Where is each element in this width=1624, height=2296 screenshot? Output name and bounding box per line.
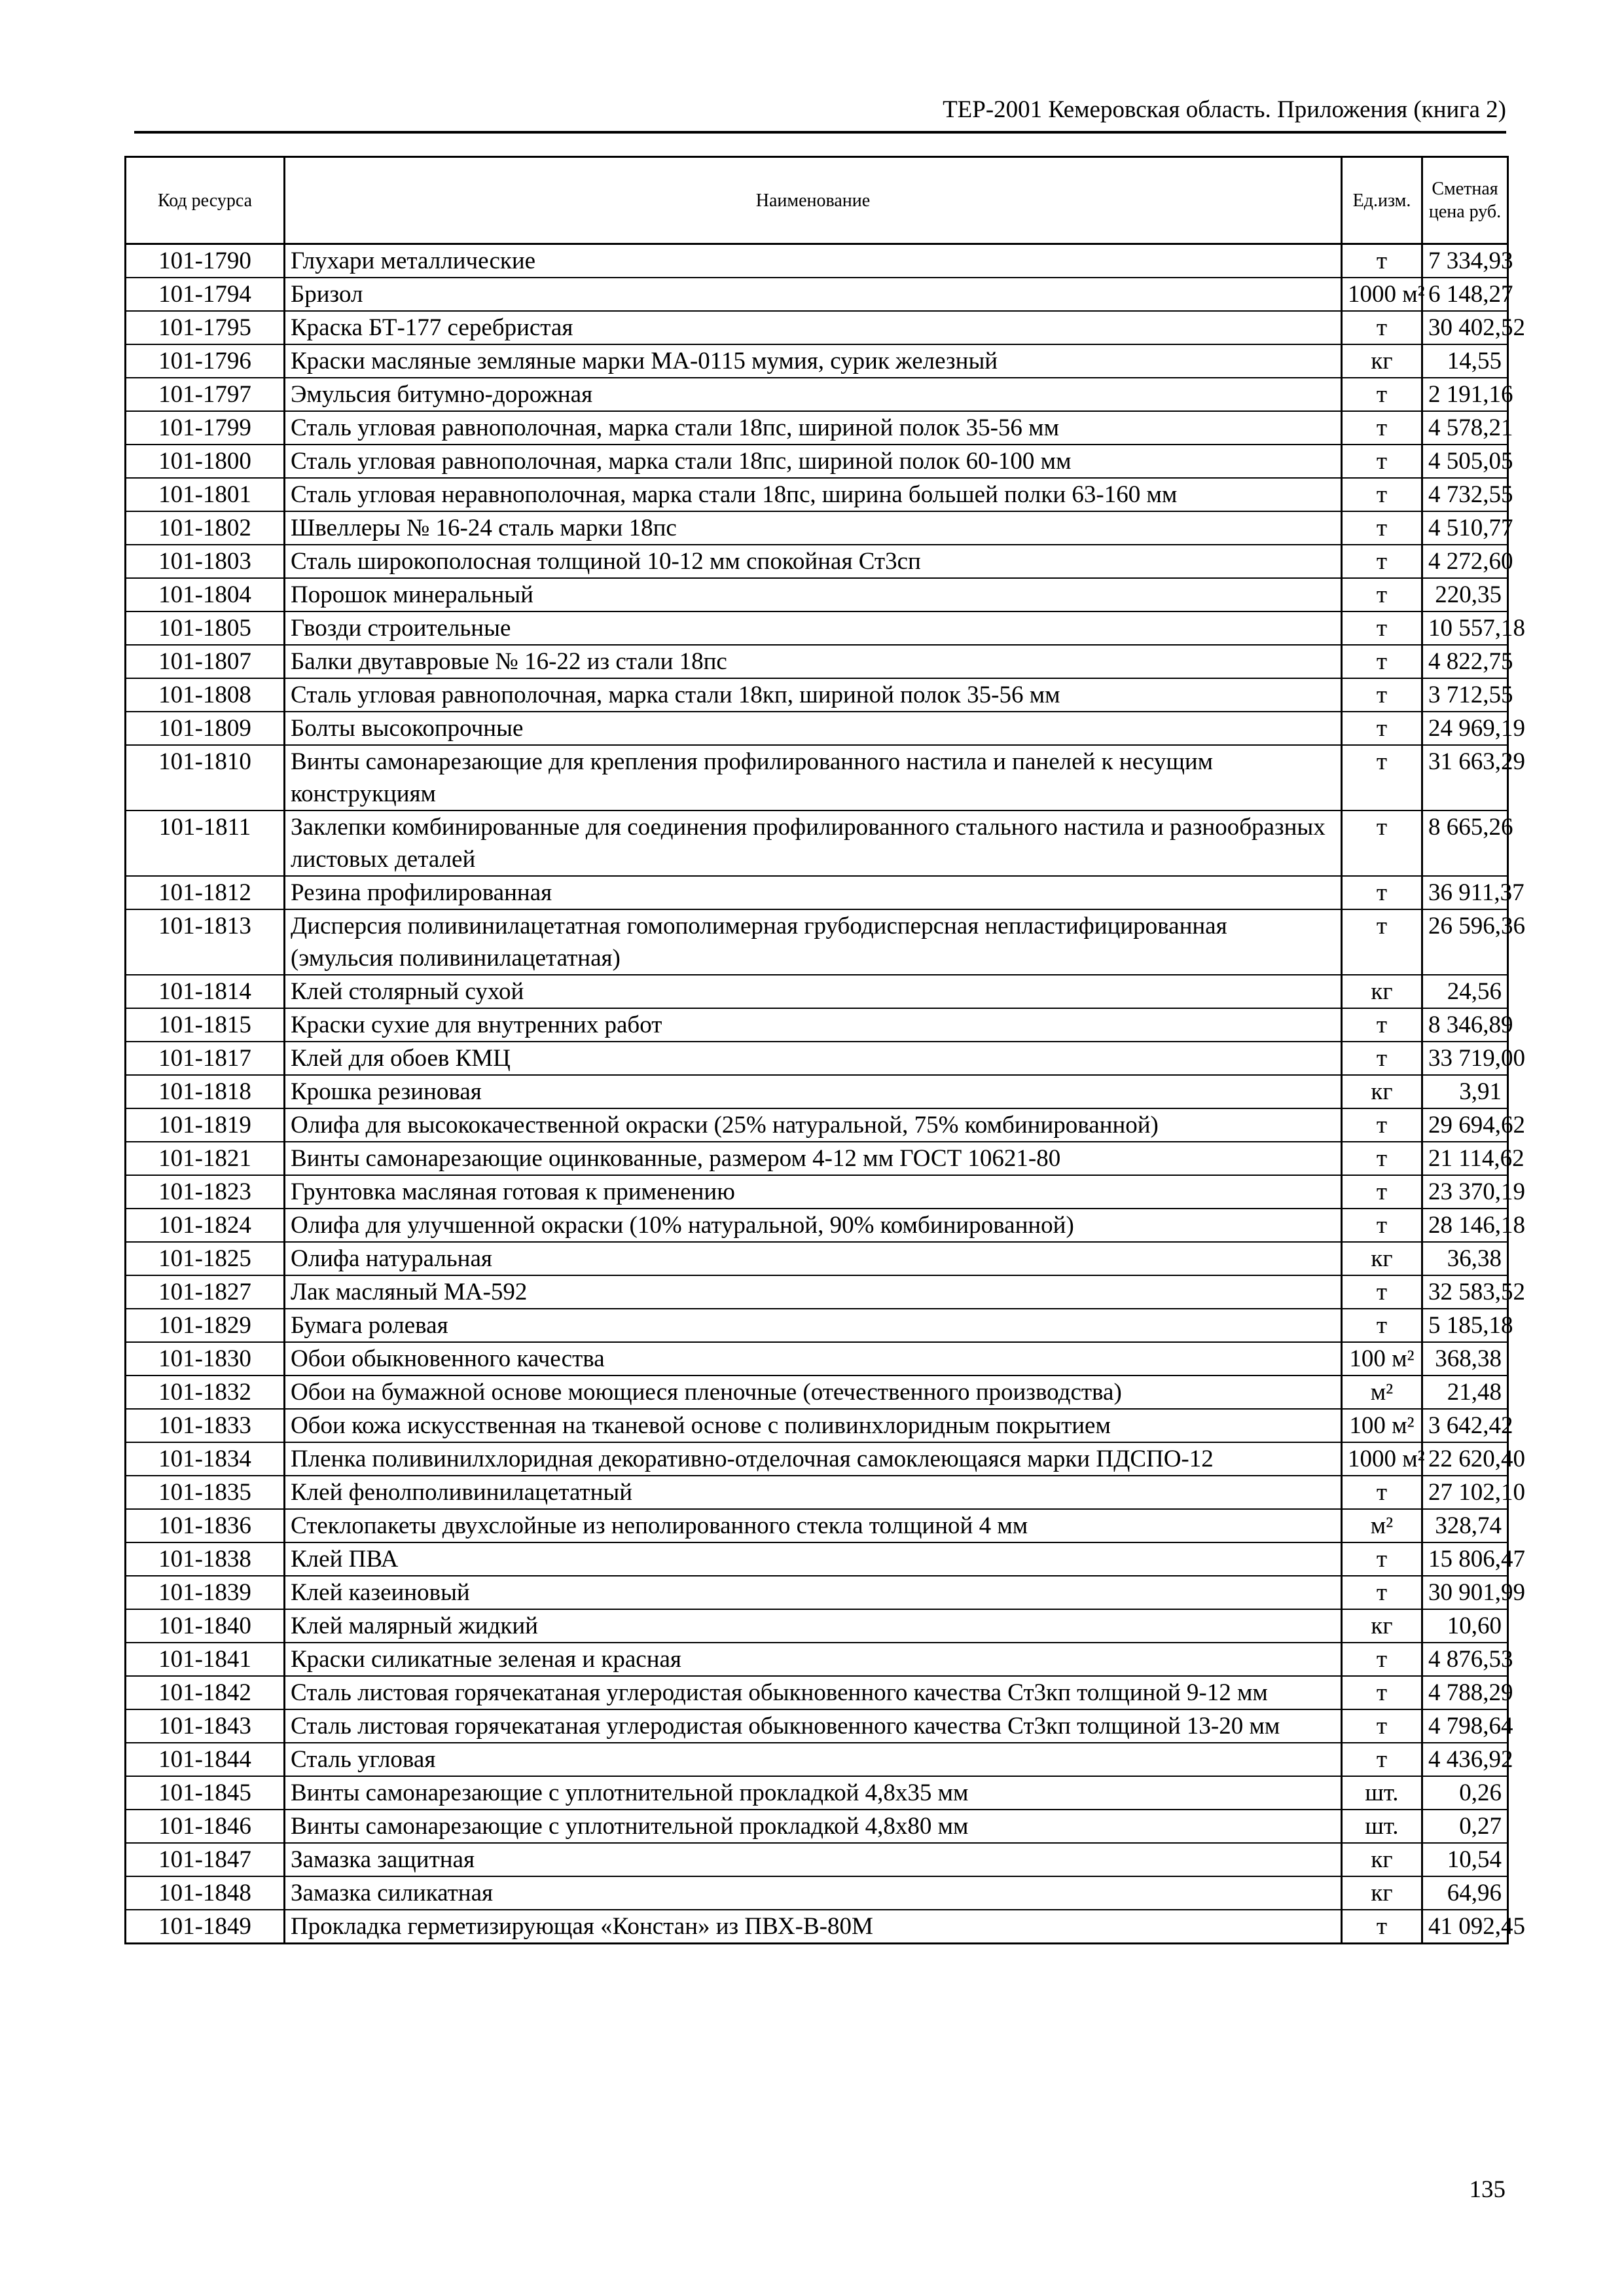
table-row (126, 578, 1508, 611)
table-row (126, 1609, 1508, 1643)
estimated-price: 0,27 (1422, 1810, 1508, 1843)
resource-name: Замазка защитная (285, 1843, 1342, 1876)
table-row (126, 1910, 1508, 1944)
resource-name: Балки двутавровые № 16-22 из стали 18пс (285, 645, 1342, 678)
col-header-name: Наименование (285, 157, 1342, 244)
table-row (126, 1042, 1508, 1075)
estimated-price: 2 191,16 (1422, 378, 1508, 411)
table-row (126, 1676, 1508, 1709)
resource-name: Сталь угловая равнополочная, марка стали 18пс, шириной полок 35-56 мм (285, 411, 1342, 445)
table-row (126, 478, 1508, 511)
resource-name: Клей фенолполивинилацетатный (285, 1476, 1342, 1509)
estimated-price: 3,91 (1422, 1075, 1508, 1108)
resource-name: Швеллеры № 16-24 сталь марки 18пс (285, 511, 1342, 545)
table-row (126, 411, 1508, 445)
resource-name: Стеклопакеты двухслойные из неполированного стекла толщиной 4 мм (285, 1509, 1342, 1542)
resource-name: Краски масляные земляные марки МА-0115 мумия, сурик железный (285, 344, 1342, 378)
page-header (134, 90, 1506, 134)
resource-code: 101-1824 (126, 1209, 285, 1242)
resource-code: 101-1847 (126, 1843, 285, 1876)
table-row (126, 678, 1508, 712)
estimated-price: 4 798,64 (1422, 1709, 1508, 1743)
estimated-price: 24,56 (1422, 975, 1508, 1008)
estimated-price: 4 578,21 (1422, 411, 1508, 445)
resource-name: Краски силикатные зеленая и красная (285, 1643, 1342, 1676)
table-row (126, 1275, 1508, 1309)
resource-code: 101-1823 (126, 1175, 285, 1209)
table-row (126, 1542, 1508, 1576)
table-row (126, 1876, 1508, 1910)
estimated-price: 220,35 (1422, 578, 1508, 611)
table-row (126, 344, 1508, 378)
resource-code: 101-1838 (126, 1542, 285, 1576)
resource-name: Заклепки комбинированные для соединения профилированного стального настила и разнообразных листовых деталей (285, 811, 1342, 876)
resource-code: 101-1807 (126, 645, 285, 678)
col-header-price: Сметная цена руб. (1422, 157, 1508, 244)
estimated-price: 8 346,89 (1422, 1008, 1508, 1042)
resource-name: Порошок минеральный (285, 578, 1342, 611)
table-row (126, 1442, 1508, 1476)
unit-of-measure: т (1342, 1476, 1422, 1509)
resource-code: 101-1796 (126, 344, 285, 378)
table-row (126, 1709, 1508, 1743)
table-row (126, 1175, 1508, 1209)
estimated-price: 29 694,62 (1422, 1108, 1508, 1142)
resource-code: 101-1844 (126, 1743, 285, 1776)
estimated-price: 328,74 (1422, 1509, 1508, 1542)
estimated-price: 22 620,40 (1422, 1442, 1508, 1476)
table-row (126, 445, 1508, 478)
resource-name: Дисперсия поливинилацетатная гомополимерная грубодисперсная непластифицированная (эмульсия поливинилацетатная) (285, 909, 1342, 975)
unit-of-measure: м² (1342, 1376, 1422, 1409)
unit-of-measure: т (1342, 1910, 1422, 1944)
table-row (126, 1142, 1508, 1175)
resource-code: 101-1843 (126, 1709, 285, 1743)
table-row (126, 811, 1508, 876)
resource-code: 101-1814 (126, 975, 285, 1008)
resource-code: 101-1803 (126, 545, 285, 578)
resource-name: Пленка поливинилхлоридная декоративно-отделочная самоклеющаяся марки ПДСПО-12 (285, 1442, 1342, 1476)
resource-code: 101-1827 (126, 1275, 285, 1309)
table-row (126, 1242, 1508, 1275)
estimated-price: 23 370,19 (1422, 1175, 1508, 1209)
unit-of-measure: т (1342, 478, 1422, 511)
unit-of-measure: 100 м² (1342, 1409, 1422, 1442)
table-row (126, 1776, 1508, 1810)
unit-of-measure: т (1342, 1542, 1422, 1576)
col-header-unit: Ед.изм. (1342, 157, 1422, 244)
resource-name: Винты самонарезающие с уплотнительной прокладкой 4,8х80 мм (285, 1810, 1342, 1843)
estimated-price: 5 185,18 (1422, 1309, 1508, 1342)
estimated-price: 4 732,55 (1422, 478, 1508, 511)
table-row (126, 1843, 1508, 1876)
estimated-price: 6 148,27 (1422, 278, 1508, 311)
table-row (126, 611, 1508, 645)
unit-of-measure: т (1342, 712, 1422, 745)
resource-name: Крошка резиновая (285, 1075, 1342, 1108)
resource-code: 101-1794 (126, 278, 285, 311)
table-row (126, 511, 1508, 545)
resource-code: 101-1790 (126, 244, 285, 278)
unit-of-measure: т (1342, 1576, 1422, 1609)
unit-of-measure: т (1342, 611, 1422, 645)
estimated-price: 33 719,00 (1422, 1042, 1508, 1075)
resource-code: 101-1834 (126, 1442, 285, 1476)
resource-name: Обои обыкновенного качества (285, 1342, 1342, 1376)
unit-of-measure: т (1342, 1643, 1422, 1676)
estimated-price: 4 436,92 (1422, 1743, 1508, 1776)
resource-code: 101-1810 (126, 745, 285, 811)
resource-code: 101-1815 (126, 1008, 285, 1042)
table-row (126, 1342, 1508, 1376)
estimated-price: 21,48 (1422, 1376, 1508, 1409)
resource-name: Олифа натуральная (285, 1242, 1342, 1275)
resource-code: 101-1845 (126, 1776, 285, 1810)
table-row (126, 1209, 1508, 1242)
resource-code: 101-1848 (126, 1876, 285, 1910)
unit-of-measure: т (1342, 445, 1422, 478)
table-row (126, 1376, 1508, 1409)
resource-code: 101-1840 (126, 1609, 285, 1643)
unit-of-measure: т (1342, 578, 1422, 611)
unit-of-measure: т (1342, 1743, 1422, 1776)
unit-of-measure: шт. (1342, 1776, 1422, 1810)
table-row (126, 1075, 1508, 1108)
resource-name: Краска БТ-177 серебристая (285, 311, 1342, 344)
resource-name: Олифа для улучшенной окраски (10% натуральной, 90% комбинированной) (285, 1209, 1342, 1242)
estimated-price: 4 876,53 (1422, 1643, 1508, 1676)
resource-code: 101-1802 (126, 511, 285, 545)
table-row (126, 1643, 1508, 1676)
resource-name: Болты высокопрочные (285, 712, 1342, 745)
document-title: ТЕР-2001 Кемеровская область. Приложения (книга 2) (943, 96, 1506, 123)
table-row (126, 876, 1508, 909)
estimated-price: 36,38 (1422, 1242, 1508, 1275)
resource-code: 101-1842 (126, 1676, 285, 1709)
unit-of-measure: т (1342, 411, 1422, 445)
unit-of-measure: т (1342, 1309, 1422, 1342)
resource-code: 101-1841 (126, 1643, 285, 1676)
unit-of-measure: т (1342, 311, 1422, 344)
resource-code: 101-1800 (126, 445, 285, 478)
estimated-price: 30 901,99 (1422, 1576, 1508, 1609)
table-row (126, 1576, 1508, 1609)
resource-name: Клей для обоев КМЦ (285, 1042, 1342, 1075)
resource-name: Олифа для высококачественной окраски (25% натуральной, 75% комбинированной) (285, 1108, 1342, 1142)
resource-code: 101-1830 (126, 1342, 285, 1376)
resource-code: 101-1809 (126, 712, 285, 745)
unit-of-measure: т (1342, 645, 1422, 678)
estimated-price: 4 272,60 (1422, 545, 1508, 578)
estimated-price: 32 583,52 (1422, 1275, 1508, 1309)
resource-name: Винты самонарезающие оцинкованные, размером 4-12 мм ГОСТ 10621-80 (285, 1142, 1342, 1175)
estimated-price: 0,26 (1422, 1776, 1508, 1810)
estimated-price: 26 596,36 (1422, 909, 1508, 975)
unit-of-measure: т (1342, 1142, 1422, 1175)
table-row (126, 1108, 1508, 1142)
resource-code: 101-1799 (126, 411, 285, 445)
estimated-price: 15 806,47 (1422, 1542, 1508, 1576)
resource-name: Клей казеиновый (285, 1576, 1342, 1609)
resource-name: Обои на бумажной основе моющиеся пленочные (отечественного производства) (285, 1376, 1342, 1409)
estimated-price: 4 505,05 (1422, 445, 1508, 478)
resource-code: 101-1832 (126, 1376, 285, 1409)
resource-code: 101-1801 (126, 478, 285, 511)
resource-name: Резина профилированная (285, 876, 1342, 909)
table-row (126, 1476, 1508, 1509)
unit-of-measure: т (1342, 1175, 1422, 1209)
header-row (126, 157, 1508, 244)
resource-code: 101-1813 (126, 909, 285, 975)
resource-code: 101-1797 (126, 378, 285, 411)
table-row (126, 1409, 1508, 1442)
resource-name: Прокладка герметизирующая «Констан» из ПВХ-В-80М (285, 1910, 1342, 1944)
resource-name: Сталь угловая неравнополочная, марка стали 18пс, ширина большей полки 63-160 мм (285, 478, 1342, 511)
unit-of-measure: т (1342, 811, 1422, 876)
resource-name: Эмульсия битумно-дорожная (285, 378, 1342, 411)
table-row (126, 645, 1508, 678)
table-row (126, 1743, 1508, 1776)
unit-of-measure: т (1342, 1676, 1422, 1709)
resource-name: Клей малярный жидкий (285, 1609, 1342, 1643)
estimated-price: 3 642,42 (1422, 1409, 1508, 1442)
resource-code: 101-1812 (126, 876, 285, 909)
resource-name: Бризол (285, 278, 1342, 311)
unit-of-measure: кг (1342, 1075, 1422, 1108)
resource-code: 101-1835 (126, 1476, 285, 1509)
estimated-price: 4 822,75 (1422, 645, 1508, 678)
resource-name: Лак масляный МА-592 (285, 1275, 1342, 1309)
table-body (126, 244, 1525, 1944)
estimated-price: 4 788,29 (1422, 1676, 1508, 1709)
resource-name: Клей столярный сухой (285, 975, 1342, 1008)
table-header (126, 157, 1508, 244)
estimated-price: 28 146,18 (1422, 1209, 1508, 1242)
resource-name: Глухари металлические (285, 244, 1342, 278)
estimated-price: 36 911,37 (1422, 876, 1508, 909)
unit-of-measure: кг (1342, 1609, 1422, 1643)
resource-name: Клей ПВА (285, 1542, 1342, 1576)
estimated-price: 3 712,55 (1422, 678, 1508, 712)
resource-code: 101-1846 (126, 1810, 285, 1843)
table-row (126, 278, 1508, 311)
resource-name: Бумага ролевая (285, 1309, 1342, 1342)
estimated-price: 10 557,18 (1422, 611, 1508, 645)
table-row (126, 712, 1508, 745)
unit-of-measure: кг (1342, 1843, 1422, 1876)
estimated-price: 21 114,62 (1422, 1142, 1508, 1175)
resource-name: Сталь листовая горячекатаная углеродистая обыкновенного качества Ст3кп толщиной 9-12 мм (285, 1676, 1342, 1709)
unit-of-measure: т (1342, 378, 1422, 411)
unit-of-measure: т (1342, 244, 1422, 278)
resource-code: 101-1821 (126, 1142, 285, 1175)
unit-of-measure: т (1342, 909, 1422, 975)
resource-code: 101-1817 (126, 1042, 285, 1075)
unit-of-measure: т (1342, 745, 1422, 811)
estimated-price: 7 334,93 (1422, 244, 1508, 278)
resource-name: Сталь угловая (285, 1743, 1342, 1776)
table-row (126, 244, 1508, 278)
resource-name: Сталь широкополосная толщиной 10-12 мм спокойная Ст3сп (285, 545, 1342, 578)
unit-of-measure: кг (1342, 975, 1422, 1008)
estimated-price: 8 665,26 (1422, 811, 1508, 876)
unit-of-measure: 100 м² (1342, 1342, 1422, 1376)
table-row (126, 745, 1508, 811)
estimated-price: 10,60 (1422, 1609, 1508, 1643)
estimated-price: 41 092,45 (1422, 1910, 1508, 1944)
resource-name: Гвозди строительные (285, 611, 1342, 645)
resource-code: 101-1804 (126, 578, 285, 611)
unit-of-measure: кг (1342, 1242, 1422, 1275)
resource-name: Сталь угловая равнополочная, марка стали 18пс, шириной полок 60-100 мм (285, 445, 1342, 478)
resource-name: Обои кожа искусственная на тканевой основе с поливинхлоридным покрытием (285, 1409, 1342, 1442)
unit-of-measure: т (1342, 1209, 1422, 1242)
resource-code: 101-1795 (126, 311, 285, 344)
unit-of-measure: кг (1342, 1876, 1422, 1910)
unit-of-measure: т (1342, 1008, 1422, 1042)
resource-code: 101-1839 (126, 1576, 285, 1609)
resource-code: 101-1836 (126, 1509, 285, 1542)
resource-code: 101-1811 (126, 811, 285, 876)
unit-of-measure: м² (1342, 1509, 1422, 1542)
unit-of-measure: 1000 м² (1342, 278, 1422, 311)
unit-of-measure: т (1342, 1042, 1422, 1075)
unit-of-measure: т (1342, 1709, 1422, 1743)
resource-code: 101-1808 (126, 678, 285, 712)
resource-code: 101-1818 (126, 1075, 285, 1108)
estimated-price: 64,96 (1422, 1876, 1508, 1910)
table-row (126, 311, 1508, 344)
unit-of-measure: шт. (1342, 1810, 1422, 1843)
resource-code: 101-1849 (126, 1910, 285, 1944)
estimated-price: 10,54 (1422, 1843, 1508, 1876)
estimated-price: 31 663,29 (1422, 745, 1508, 811)
unit-of-measure: т (1342, 545, 1422, 578)
resource-name: Сталь листовая горячекатаная углеродистая обыкновенного качества Ст3кп толщиной 13-20 мм (285, 1709, 1342, 1743)
table-row (126, 975, 1508, 1008)
unit-of-measure: т (1342, 678, 1422, 712)
resource-code: 101-1819 (126, 1108, 285, 1142)
resource-name: Винты самонарезающие для крепления профилированного настила и панелей к несущим конструкциям (285, 745, 1342, 811)
table-row (126, 1509, 1508, 1542)
estimated-price: 14,55 (1422, 344, 1508, 378)
page-number: 135 (1469, 2176, 1506, 2203)
unit-of-measure: 1000 м² (1342, 1442, 1422, 1476)
resource-name: Сталь угловая равнополочная, марка стали 18кп, шириной полок 35-56 мм (285, 678, 1342, 712)
resource-code: 101-1825 (126, 1242, 285, 1275)
resource-name: Замазка силикатная (285, 1876, 1342, 1910)
estimated-price: 27 102,10 (1422, 1476, 1508, 1509)
estimated-price: 30 402,52 (1422, 311, 1508, 344)
resource-name: Винты самонарезающие с уплотнительной прокладкой 4,8х35 мм (285, 1776, 1342, 1810)
estimated-price: 4 510,77 (1422, 511, 1508, 545)
table-row (126, 378, 1508, 411)
resource-name: Грунтовка масляная готовая к применению (285, 1175, 1342, 1209)
resource-name: Краски сухие для внутренних работ (285, 1008, 1342, 1042)
unit-of-measure: т (1342, 1275, 1422, 1309)
table-row (126, 909, 1508, 975)
unit-of-measure: т (1342, 876, 1422, 909)
resource-code: 101-1805 (126, 611, 285, 645)
unit-of-measure: т (1342, 1108, 1422, 1142)
unit-of-measure: кг (1342, 344, 1422, 378)
estimated-price: 24 969,19 (1422, 712, 1508, 745)
col-header-code: Код ресурса (126, 157, 285, 244)
table-row (126, 1008, 1508, 1042)
resource-code: 101-1833 (126, 1409, 285, 1442)
resource-code: 101-1829 (126, 1309, 285, 1342)
table-row (126, 1810, 1508, 1843)
estimated-price: 368,38 (1422, 1342, 1508, 1376)
unit-of-measure: т (1342, 511, 1422, 545)
price-table (124, 156, 1525, 1944)
table-row (126, 1309, 1508, 1342)
table-row (126, 545, 1508, 578)
